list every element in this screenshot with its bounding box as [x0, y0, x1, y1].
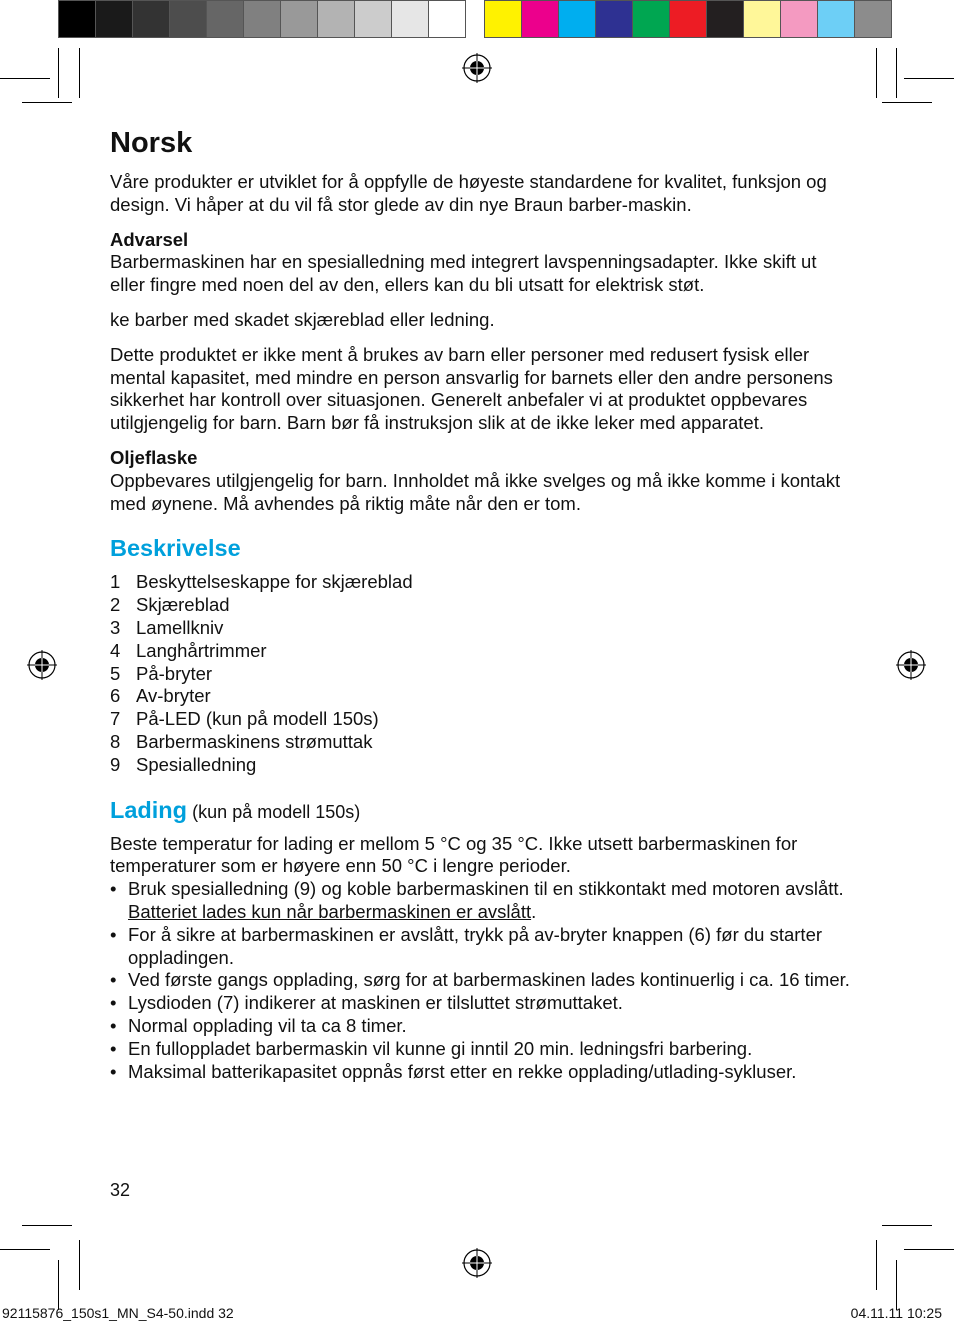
description-heading-wrap: [110, 533, 850, 563]
item-number: 7: [110, 708, 121, 730]
crop-mark: [0, 78, 50, 79]
crop-mark: [882, 102, 932, 103]
item-label: Lamellkniv: [136, 616, 224, 638]
color-swatch: [855, 0, 892, 38]
item-label: Av-bryter: [136, 685, 211, 707]
list-item: [110, 640, 850, 663]
item-label: Beskyttelseskappe for skjæreblad: [136, 571, 413, 593]
warning-heading: Advarsel: [110, 228, 189, 250]
color-swatch: [670, 0, 707, 38]
crop-mark: [896, 48, 897, 98]
color-swatch: [281, 0, 318, 38]
charging-heading: Lading: [110, 796, 188, 823]
color-swatch: [596, 0, 633, 38]
registration-mark-icon: [27, 650, 57, 680]
crop-mark: [904, 78, 954, 79]
item-label: Spesialledning: [136, 753, 257, 775]
oil-section: [110, 447, 850, 515]
warning-text: Barbermaskinen har en spesialledning med integrert lavspenningsadapter. Ikke skift ut eller fingre med noen del av den, ellers kan du bli utsatt for elektrisk støt.: [110, 251, 817, 296]
color-swatch: [207, 0, 244, 38]
list-item: [110, 708, 850, 731]
color-swatch: [355, 0, 392, 38]
item-label: På-bryter: [136, 662, 213, 684]
item-number: 4: [110, 639, 121, 661]
crop-mark: [22, 1225, 72, 1226]
list-item: • Ved første gangs opplading, sørg for at barbermaskinen lades kontinuerlig i ca. 16 timer.: [110, 969, 850, 992]
color-swatch: [244, 0, 281, 38]
color-swatch: [58, 0, 96, 38]
underlined-note: Batteriet lades kun når barbermaskinen er avslått: [128, 900, 532, 922]
color-swatch: [96, 0, 133, 38]
warning-section: [110, 229, 850, 297]
color-swatch: [707, 0, 744, 38]
registration-mark-icon: [896, 650, 926, 680]
footer-file-info: 92115876_150s1_MN_S4-50.indd 32: [2, 1305, 234, 1321]
item-number: 9: [110, 753, 121, 775]
list-item: • En fulloppladet barbermaskin vil kunne gi inntil 20 min. ledningsfri barbering.: [110, 1038, 850, 1061]
charging-bullets: [110, 878, 850, 1083]
list-item: [110, 663, 850, 686]
list-item: [110, 878, 850, 924]
item-number: 8: [110, 730, 121, 752]
crop-mark: [882, 1225, 932, 1226]
list-item: • For å sikre at barbermaskinen er avslått, trykk på av-bryter knappen (6) før du starter oppladingen.: [110, 924, 850, 970]
crop-mark: [58, 1260, 59, 1310]
list-item: [110, 754, 850, 777]
process-color-bar: [484, 0, 892, 38]
footer-date: 04.11.11 10:25: [850, 1305, 942, 1321]
crop-mark: [79, 48, 80, 98]
color-swatch: [484, 0, 522, 38]
registration-mark-icon: [462, 53, 492, 83]
warning-text-3: Dette produktet er ikke ment å brukes av barn eller personer med redusert fysisk eller mental kapasitet, med mindre en person ansvarlig for barnets eller den andre personens sikkerhet har kontroll over situasjonen. Generelt anbefaler vi at produktet oppbevares utilgjengelig for barn. Barn bør få instruksjon slik at de ikke leker med apparatet.: [110, 343, 833, 434]
crop-mark: [22, 102, 72, 103]
item-number: 3: [110, 616, 121, 638]
list-item: [110, 594, 850, 617]
color-swatch: [781, 0, 818, 38]
page-title: Norsk: [110, 127, 193, 159]
color-swatch: [522, 0, 559, 38]
list-item: [110, 617, 850, 640]
color-swatch: [559, 0, 596, 38]
color-swatch: [744, 0, 781, 38]
charging-intro: Beste temperatur for lading er mellom 5 °C og 35 °C. Ikke utsett barbermaskinen for temperaturer som er høyere enn 50 °C i lengre perioder.: [110, 832, 798, 877]
item-number: 6: [110, 685, 121, 707]
color-swatch: [133, 0, 170, 38]
oil-text: Oppbevares utilgjengelig for barn. Innholdet må ikke svelges og må ikke komme i kontakt med øynene. Må avhendes på riktig måte når den er tom.: [110, 469, 841, 514]
list-item: • Normal opplading vil ta ca 8 timer.: [110, 1015, 850, 1038]
gray-color-bar: [58, 0, 466, 38]
item-number: 2: [110, 594, 121, 616]
color-swatch: [633, 0, 670, 38]
list-item: • Maksimal batterikapasitet oppnås først etter en rekke opplading/utlading-sykluser.: [110, 1061, 850, 1084]
color-swatch: [392, 0, 429, 38]
color-swatch: [170, 0, 207, 38]
color-swatch: [429, 0, 466, 38]
parts-list: [110, 571, 850, 776]
color-swatch: [818, 0, 855, 38]
charging-subheading: (kun på modell 150s): [192, 801, 361, 822]
list-item: • Lysdioden (7) indikerer at maskinen er tilsluttet strømuttaket.: [110, 992, 850, 1015]
page-number: 32: [110, 1180, 131, 1200]
page-content: [110, 125, 850, 1083]
crop-mark: [0, 1249, 50, 1250]
item-label: Barbermaskinens strømuttak: [136, 730, 373, 752]
warning-text-2: ke barber med skadet skjæreblad eller ledning.: [110, 308, 495, 330]
description-heading: Beskrivelse: [110, 535, 241, 562]
list-item: [110, 571, 850, 594]
item-label: Langhårtrimmer: [136, 639, 267, 661]
oil-heading: Oljeflaske: [110, 446, 198, 468]
crop-mark: [876, 48, 877, 98]
intro-paragraph: Våre produkter er utviklet for å oppfylle de høyeste standardene for kvalitet, funksjon og design. Vi håper at du vil få stor glede av din nye Braun barber-maskin.: [110, 171, 827, 215]
item-number: 5: [110, 662, 121, 684]
crop-mark: [79, 1240, 80, 1290]
registration-mark-icon: [462, 1248, 492, 1278]
crop-mark: [904, 1249, 954, 1250]
bullet-end: .: [531, 900, 537, 922]
crop-mark: [58, 48, 59, 98]
item-number: 1: [110, 571, 121, 593]
crop-mark: [876, 1240, 877, 1290]
crop-mark: [896, 1260, 897, 1310]
list-item: [110, 731, 850, 754]
color-swatch: [318, 0, 355, 38]
bullet-text: Bruk spesialledning (9) og koble barbermaskinen til en stikkontakt med motoren avslått.: [128, 878, 844, 900]
item-label: Skjæreblad: [136, 594, 230, 616]
charging-heading-wrap: [110, 795, 850, 825]
item-label: På-LED (kun på modell 150s): [136, 708, 379, 730]
list-item: [110, 685, 850, 708]
